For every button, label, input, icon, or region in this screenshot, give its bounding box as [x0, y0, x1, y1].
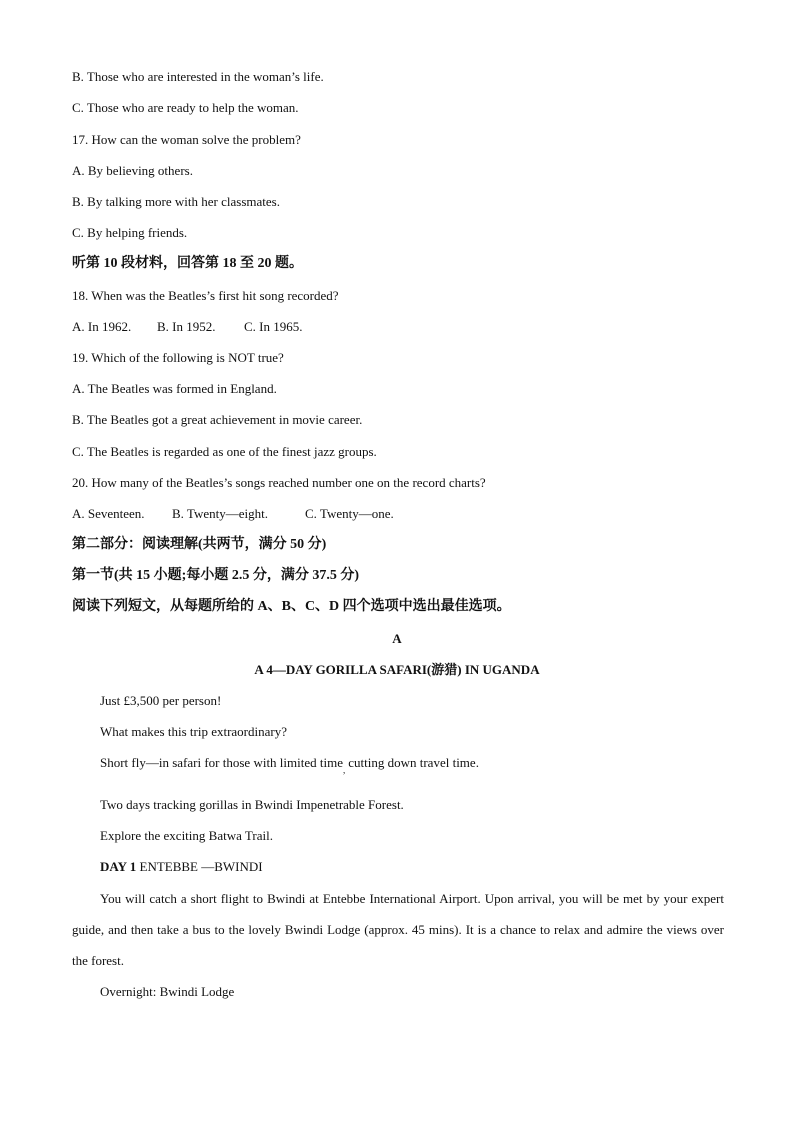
section-1-heading: 第一节(共 15 小题;每小题 2.5 分，满分 37.5 分)	[72, 568, 359, 583]
bullet-1-rest: cutting down travel time.	[348, 755, 479, 770]
q17-option-b: B. By talking more with her classmates.	[72, 194, 280, 209]
bullet-1-text: Short fly—in safari for those with limited time	[100, 755, 343, 770]
passage-letter: A	[392, 631, 402, 646]
q20-option-c: C. Twenty—one.	[305, 506, 394, 521]
q16-option-b: B. Those who are interested in the woman’s life.	[72, 69, 324, 84]
day-1-label: DAY 1	[100, 859, 137, 874]
bullet-3	[100, 828, 273, 844]
reading-instruction: 阅读下列短文，从每题所给的 A、B、C、D 四个选项中选出最佳选项。	[72, 599, 511, 614]
q16-option-c: C. Those who are ready to help the woman.	[72, 100, 299, 115]
overnight-line: Overnight: Bwindi Lodge	[100, 984, 235, 999]
q18-option-a: A. In 1962.	[72, 319, 132, 334]
q17-option-c: C. By helping friends.	[72, 225, 188, 240]
bullet-3-text: Explore the exciting Batwa Trail.	[100, 828, 273, 843]
bullet-2	[100, 797, 404, 813]
bullet-1	[100, 755, 479, 775]
passage-title: A 4—DAY GORILLA SAFARI(游猎) IN UGANDA	[254, 662, 540, 677]
section-10-heading: 听第 10 段材料，回答第 18 至 20 题。	[72, 256, 303, 271]
q18-options	[72, 319, 303, 335]
q17-question: 17. How can the woman solve the problem?	[72, 132, 301, 147]
q20-options	[72, 506, 394, 522]
q19-question: 19. Which of the following is NOT true?	[72, 350, 284, 365]
day-1-paragraph: You will catch a short flight to Bwindi at Entebbe International Airport. Upon arrival, you will be met by your expert guide, and then take a bus to the lovely Bwindi Lodge (approx. 45 mins). It is a chance to relax and admire the views over the forest.	[72, 891, 724, 968]
bullet-2-text: Two days tracking gorillas in Bwindi Impenetrable Forest.	[100, 797, 404, 812]
day-1-route: ENTEBBE —BWINDI	[139, 859, 263, 874]
bullet-1-mark: ,	[343, 765, 346, 775]
q20-option-b: B. Twenty—eight.	[172, 506, 268, 521]
q18-option-b: B. In 1952.	[157, 319, 216, 334]
day-1-heading	[100, 859, 263, 875]
q19-option-a: A. The Beatles was formed in England.	[72, 381, 277, 396]
q19-option-c: C. The Beatles is regarded as one of the finest jazz groups.	[72, 444, 377, 459]
part-2-heading: 第二部分：阅读理解(共两节，满分 50 分)	[72, 537, 327, 552]
passage-price: Just £3,500 per person!	[100, 693, 222, 708]
q17-option-a: A. By believing others.	[72, 163, 193, 178]
q20-question: 20. How many of the Beatles’s songs reached number one on the record charts?	[72, 475, 486, 490]
q20-option-a: A. Seventeen.	[72, 506, 145, 521]
q18-option-c: C. In 1965.	[244, 319, 303, 334]
q19-option-b: B. The Beatles got a great achievement in movie career.	[72, 412, 363, 427]
q18-question: 18. When was the Beatles’s first hit song recorded?	[72, 288, 339, 303]
passage-question: What makes this trip extraordinary?	[100, 724, 287, 739]
